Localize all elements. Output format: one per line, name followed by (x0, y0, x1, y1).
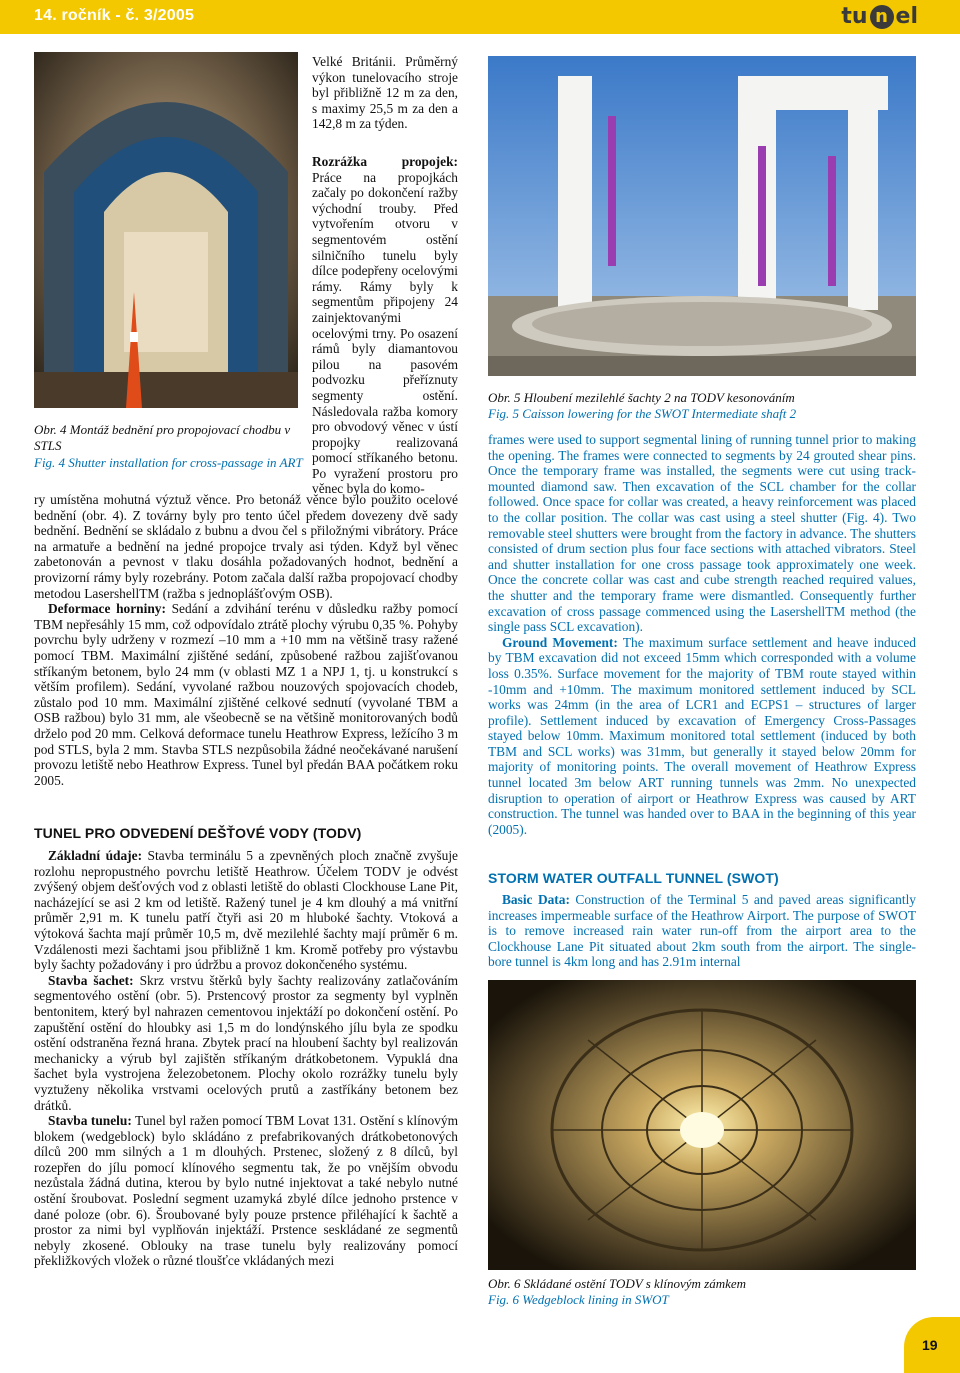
cz-deformace-label: Deformace horniny: (48, 601, 166, 617)
en-section-heading: STORM WATER OUTFALL TUNNEL (SWOT) (488, 870, 779, 886)
cz-rozrazka-label: Rozrážka propojek: (312, 154, 458, 169)
cz-section-heading: TUNEL PRO ODVEDENÍ DEŠŤOVÉ VODY (TODV) (34, 825, 362, 841)
photo-fig5-caisson (488, 56, 916, 376)
cz-tunelu-text: Tunel byl ražen pomocí TBM Lovat 131. Ostění s klínovým blokem (wedgeblock) bylo skládáno z prefabrikovaných drátkobetonových dílců 200 mm silných a 1 m dlouhých. Prstenec, složený z 8 dílců, byl rozepřen do jílu pomocí klínového segmentu tak, že po vnějším obvodu nezůstala žádná dutina, kterou by bylo nutné injektovat a také nebylo nutné ostění šroubovat. Poslední segment uzamyká zbylé dílce jednoho prstence v dané poloze (obr. 6). Šroubované byly pouze prstence přiléhající k šachtě a prostor za nimi byl vyplňován injektáží. Prstence seskládané ze segmentů nebyly zkosené. Oblouky na trase tunelu byly realizovány pomocí překližkových vložek o různé tloušťce vkládaných mezi (34, 1113, 458, 1269)
logo-part-2: el (895, 4, 918, 29)
cz-zakladni-label: Základní údaje: (48, 848, 143, 863)
en-frames-text: frames were used to support segmental lining of running tunnel prior to making the opening. The frames were connected to segments by 24 grouted shear pins. Once the temporary frame was installed, the segments were cut using track-mounted diamond saw. Then excavation of the SCL chamber for the collar followed. Once space for collar was created, a heavy reinforcement was placed to the collar position. The collar was cast using a steel shutter (Fig. 4). Two removable steel shutters were brought from the factory in advance. The shutters consisted of drum section plus four face sections with attached vibrators. Steel and shutter installation for one cross passage took approximately one week. Once the concrete collar was cast and cube strength reached required values, the shutter and the temporary frame were dismantled. Consequently further excavation of cross passage commenced using the LasershellTM method (the single pass SCL excavation). (488, 432, 916, 635)
caption-fig4-en: Fig. 4 Shutter installation for cross-passage in ART (34, 455, 303, 470)
cz-main-column (34, 492, 458, 788)
en-basic-text: Construction of the Terminal 5 and paved areas significantly increases impermeable surface of the Heathrow Airport. The purpose of SWOT is to remove increased rain water run-off from the airport area to the Clockhouse Lane Pit situated about 2km south from the airport. The single-bore tunnel is 4km long and has 2.91m internal (488, 892, 916, 970)
caption-fig5-en: Fig. 5 Caisson lowering for the SWOT Intermediate shaft 2 (488, 405, 797, 421)
cz-zakladni-text: Stavba terminálu 5 a zpevněných ploch značně zvyšuje rozlohu nepropustného povrchu letiště Heathrow. Účelem TODV je odvést zvýšený objem dešťových vod z oblasti letiště do oblasti Clockhouse Lane Pit, nacházející se asi 2 km od letiště. Ražený tunel je 4 km dlouhý a má vnitřní průměr 2,91 m. K tunelu patří čtyři asi 20 m hluboké šachty. Vtoková a výtoková šachta mají průměr 10,5 m, dvě mezilehlé šachty mají průměr 6 m. Vzdálenosti mezi šachtami jsou přibližně 1 km. Kromě potřeby pro výstavbu byly šachty požadovány i pro údržbu a provoz dokončeného systému. (34, 848, 458, 973)
caption-fig6-en: Fig. 6 Wedgeblock lining in SWOT (488, 1291, 669, 1307)
caption-fig6-cz: Obr. 6 Skládané ostění TODV s klínovým zámkem (488, 1276, 747, 1291)
cz-rozrazka-cont: ry umístěna mohutná výztuž věnce. Pro betonáž věnce bylo použito ocelové bednění (obr. 4). Z továrny byly pro tento účel předem dovezeny dvě sady bednění. Bednění se skládalo z bubnu a dvou čel s přiložnými vibrátory. Práce na armatuře a bednění na jedné propojce trvaly asi týden. Když byl věnec zabetonován a pevnost v tlaku dosáhla požadovaných hodnot, bednění a provizorní rámy byly rozebrány. Potom začala další ražba propojovací chodby metodou LasershellTM (ražba s jednoplášťovým OSB). (34, 492, 458, 601)
caption-fig4-cz: Obr. 4 Montáž bednění pro propojovací chodbu v STLS (34, 422, 291, 453)
en-ground-label: Ground Movement: (502, 634, 618, 650)
cz-rozrazka (312, 154, 458, 497)
photo-fig4-shutter (34, 52, 298, 408)
en-swot-column (488, 892, 916, 970)
en-ground-text: The maximum surface settlement and heave induced by TBM excavation did not exceed 15mm which corresponded with a volume loss 0.35%. Surface movement for the majority of TBM route stayed within -10mm and +10mm. The maximum monitored settlement induced by SCL works was 24mm (in the area of LCR1 and ECPS1 – structures of larger profile). Settlement induced by excavation of Emergency Cross-Passages stayed below 10mm. Maximum monitored total settlement (induced by both TBM and SCL works) was 31mm, but generally it stayed below 20mm for majority of monitoring points. The overall movement of Heathrow Express tunnel located 3m below ART running tunnels was 2mm. No unexpected disruption to operation of airport or Heathrow Express was caused by ART construction. The tunnel was handed over to BAA in the beginning of this year (2005). (488, 634, 916, 837)
cz-intro (312, 54, 458, 132)
caption-fig4 (34, 422, 304, 471)
header-bar (0, 0, 960, 34)
cz-sachet-text: Skrz vrstvu štěrků byly šachty realizovány zatlačováním segmentového ostění (obr. 5). Prstencový prostor za segmenty byl vyplněn bentonitem, který byl nahrazen cementovou injektáží po dokončení ostění. Po zapuštění ostění do hloubky asi 1,5 m do londýnského jílu byla ze spodku ostění odstraněna řezná hrana. Zbytek prací na hloubení šachty byl realizován mechanicky a výrub byl zajištěn stříkaným drátkobetonem. Vypuklá dna šachet byla vystrojena železobetonem. Plochy okolo rozrážky tunelu byly vyztuženy několika vrstvami ocelových prutů a zastříkány betonem bez drátků. (34, 972, 458, 1113)
logo-badge: n (870, 5, 894, 29)
caption-fig5 (488, 390, 916, 421)
cz-tunelu-label: Stavba tunelu: (48, 1113, 132, 1129)
tunel-logo (841, 4, 918, 30)
caption-fig6 (488, 1276, 916, 1307)
logo-part-1: tu (841, 4, 868, 29)
en-basic-label: Basic Data: (502, 892, 570, 907)
cz-todv-column (34, 848, 458, 1269)
cz-sachet-label: Stavba šachet: (48, 972, 134, 988)
page-number-badge (904, 1317, 960, 1373)
en-main-column (488, 432, 916, 837)
cz-deformace-text: Sedání a zdvihání terénu v důsledku ražby pomocí TBM nepřesáhly 15 mm, což odpovídalo ztrátě plochy výrubu 0,35 %. Pohyby povrchu byly udrženy v rozmezí –10 mm a +10 mm na většině trasy ražené pomocí TBM. Maximální zjištěné sedání, způsobené ražbou zajišťovanou stříkaným betonem, bylo 24 mm (v oblasti MZ 1 a NPJ 1, tj. u konstrukcí s větším profilem). Sedání, vyvolané ražbou nouzových spojovacích chodeb, zůstalo pod 10 mm. Maximální zjištěné celkové sednutí (vyvolané TBM a OSB ražbou) bylo 31 mm, ale všeobecně se na většině monitorovaných bodů drželo pod 20 mm. Celková deformace tunelu Heathrow Express, ležícího 3 m pod STLS, byla 2 mm. Stavba STLS nezpůsobila žádné neočekávané narušení provozu letiště nebo Heathrow Express. Tunel byl předán BAA počátkem roku 2005. (34, 601, 458, 788)
photo-fig6-wedgeblock (488, 980, 916, 1270)
cz-intro-text: Velké Británii. Průměrný výkon tunelovacího stroje byl přibližně 12 m za den, s maximy 25,5 m za den a 142,8 m za týden. (312, 54, 458, 132)
page-number: 19 (922, 1337, 938, 1353)
cz-rozrazka-text: Práce na propojkách začaly po dokončení ražby východní trouby. Před vytvořením otvoru v segmentovém ostění silničního tunelu byly dílce podepřeny ocelovými rámy. Rámy byly k segmentům připojeny 24 zainjektovanými ocelovými trny. Po osazení rámů byly diamantovou pilou na pasovém podvozku přeříznuty segmenty ostění. Následovala ražba komory pro obvodový věnec v ústí propojky realizovaná pomocí stříkaného betonu. Po vyražení prostoru pro věnec byla do komo- (312, 169, 458, 497)
issue-label: 14. ročník - č. 3/2005 (34, 7, 195, 24)
caption-fig5-cz: Obr. 5 Hloubení mezilehlé šachty 2 na TODV kesonováním (488, 390, 795, 405)
